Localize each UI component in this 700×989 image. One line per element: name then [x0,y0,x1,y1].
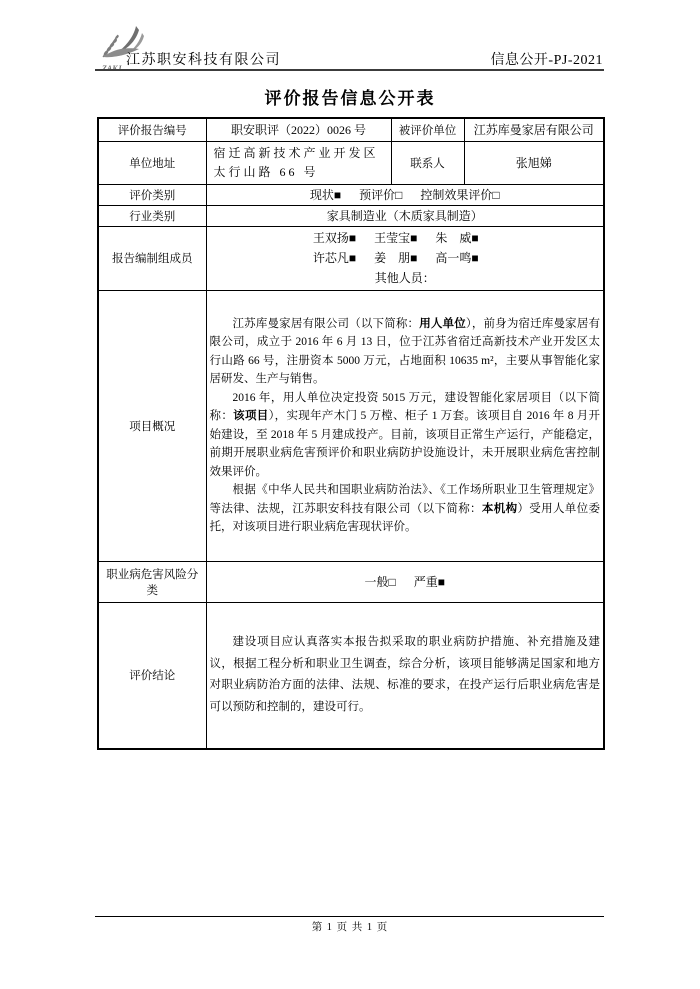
report-no-value: 职安职评（2022）0026 号 [206,118,391,141]
overview-text [206,290,604,561]
evaluated-unit-label: 被评价单位 [391,118,464,141]
eval-type-options [206,184,604,205]
checkbox-unchecked: 一般□ [364,575,396,589]
member-line [210,248,601,268]
contact-value: 张旭娣 [464,141,604,184]
overview-label: 项目概况 [98,290,206,561]
members-list [210,228,601,268]
member-name: 王莹宝■ [374,231,418,245]
checkbox-unchecked: 控制效果评价□ [420,188,500,202]
checkbox-checked: 严重■ [413,575,445,589]
table-row [98,184,604,205]
address-label: 单位地址 [98,141,206,184]
member-name: 王双扬■ [312,231,357,245]
conclusion-text [206,602,604,749]
report-no-label: 评价报告编号 [98,118,206,141]
risk-class-label: 职业病危害风险分类 [98,561,206,602]
page-number: 第 1 页 共 1 页 [311,922,389,933]
paragraph: 根据《中华人民共和国职业病防治法》、《工作场所职业卫生管理规定》等法律、法规，江苏职安科技有限公司（以下简称：本机构）受用人单位委托，对该项目进行职业病危害现状评价。 [209,484,600,533]
members-cell [206,226,604,290]
page-title: 评价报告信息公开表 [264,89,436,108]
conclusion-label: 评价结论 [98,602,206,749]
members-label: 报告编制组成员 [98,226,206,290]
member-name: 姜 朋■ [374,251,418,265]
member-name: 许芯凡■ [312,251,357,265]
member-line [210,228,601,248]
checkbox-unchecked: 预评价□ [359,188,403,202]
table-row [98,205,604,226]
paragraph: 建设项目应认真落实本报告拟采取的职业病防护措施、补充措施及建议，根据工程分析和职业卫生调查，综合分析，该项目能够满足国家和地方对职业病防治方面的法律、法规、标准的要求，在投产运行后职业病危害是可以预防和控制的，建设可行。 [209,636,600,713]
footer-divider [95,916,604,917]
info-table [97,117,605,750]
table-row [98,602,604,749]
paragraph: 2016 年，用人单位决定投资 5015 万元，建设智能化家居项目（以下简称：该项目），实现年产木门 5 万樘、柜子 1 万套。该项目自 2016 年 8 月开始建设，至 2018 年 5 月建成投产。目前，该项目正常生产运行，产能稳定，前期开展职业病危害预评价和职业病防护设施设计，未开展职业病危害控制效果评价。 [209,391,601,478]
header-divider [95,69,604,71]
paragraph: 江苏库曼家居有限公司（以下简称：用人单位），前身为宿迁库曼家居有限公司，成立于 2016 年 6 月 13 日，位于江苏省宿迁高新技术产业开发区太行山路 66 号，注册资本 5000 万元，占地面积 10635 m²，主要从事智能化家居研发、生产与销售。 [209,317,601,385]
table-row [98,290,604,561]
risk-class-options [206,561,604,602]
other-members-label: 其他人员： [374,271,435,285]
checkbox-checked: 现状■ [309,188,342,202]
table-row [98,226,604,290]
contact-label: 联系人 [391,141,464,184]
evaluated-unit-value: 江苏库曼家居有限公司 [464,118,604,141]
industry-value: 家具制造业（木质家具制造） [206,205,604,226]
doc-code: 信息公开-PJ-2021 [490,53,603,68]
company-name: 江苏职安科技有限公司 [126,53,281,68]
eval-type-label: 评价类别 [98,184,206,205]
table-row [98,561,604,602]
member-name: 高一鸣■ [435,251,479,265]
table-row [98,118,604,141]
table-row [98,141,604,184]
industry-label: 行业类别 [98,205,206,226]
member-name: 朱 威■ [435,231,479,245]
address-value: 宿迁高新技术产业开发区太行山路 66 号 [206,141,391,184]
